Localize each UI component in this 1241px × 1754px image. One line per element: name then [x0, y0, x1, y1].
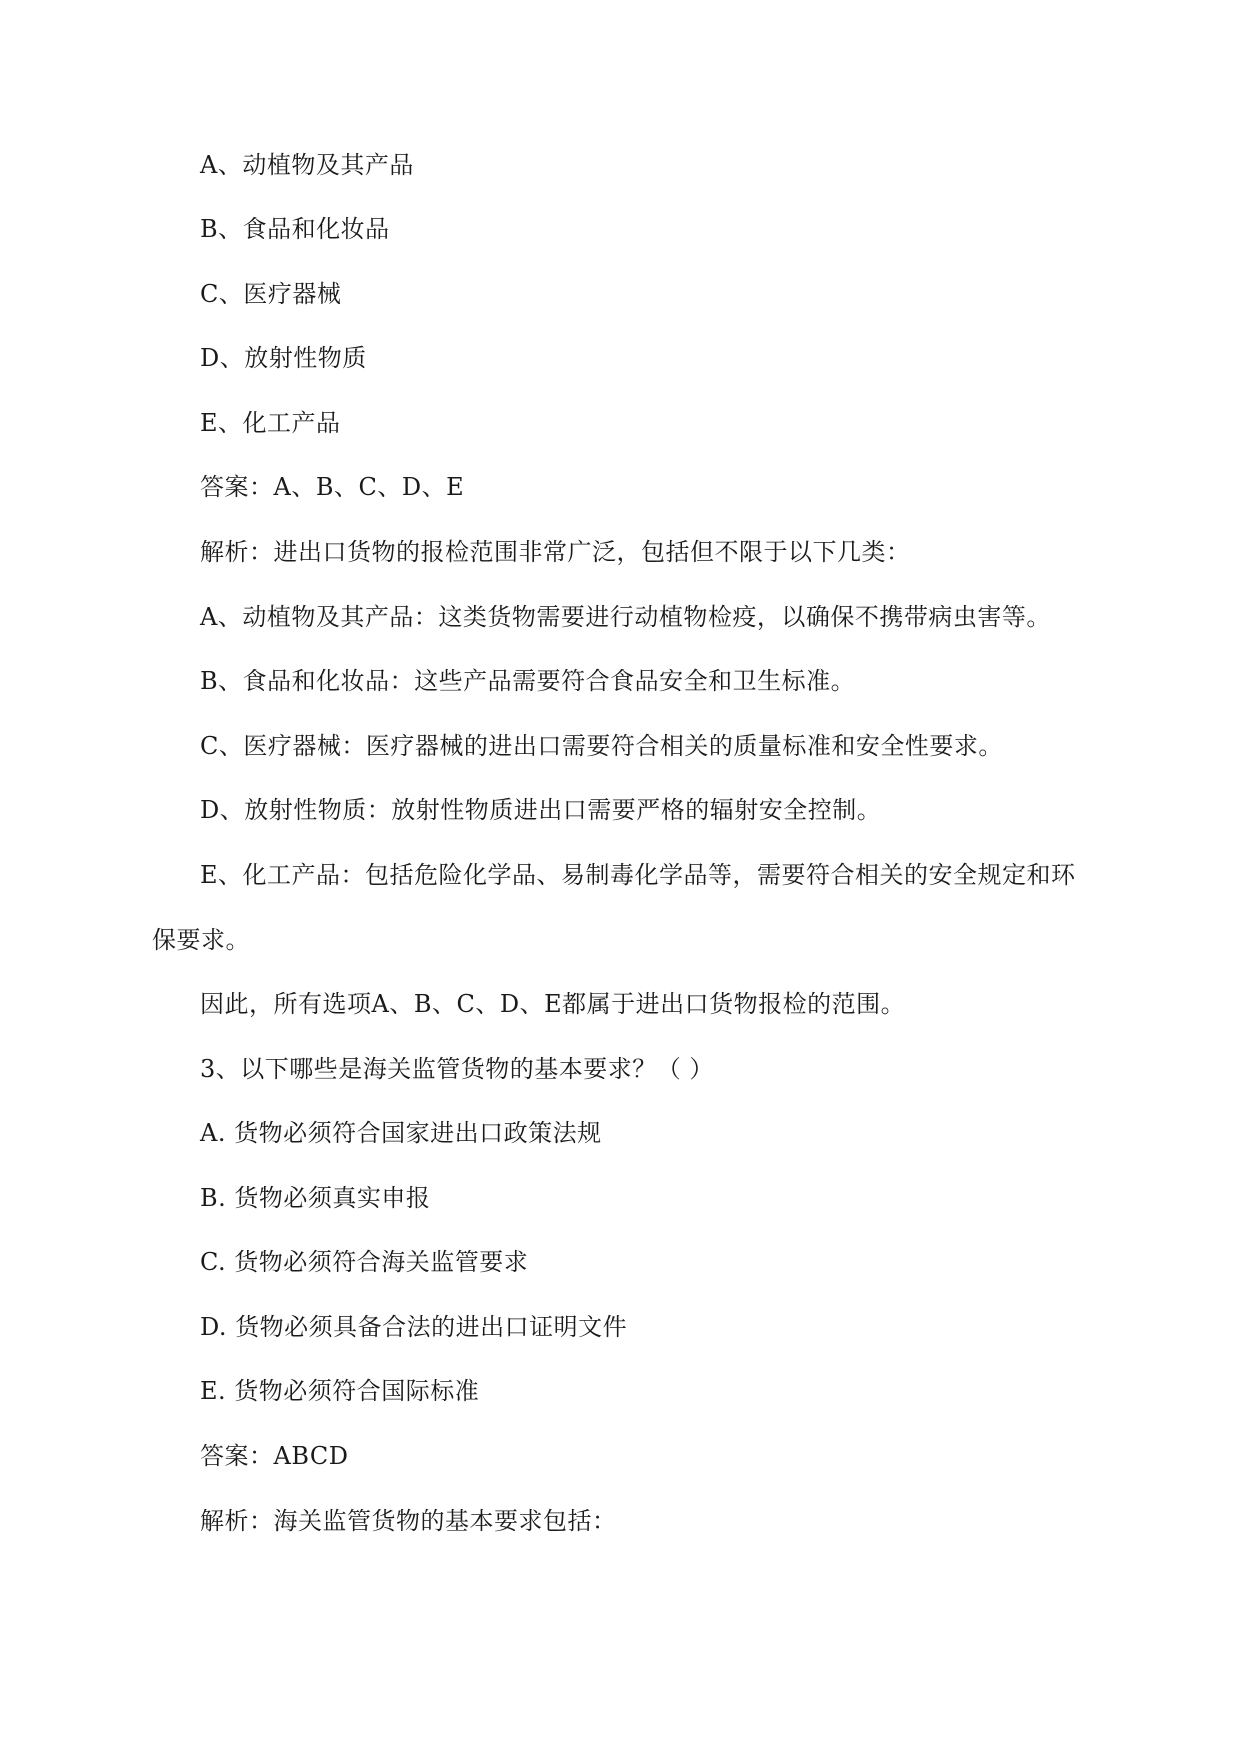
analysis-e-continued: 保要求。 — [152, 926, 250, 954]
option-b-line: B、食品和化妆品 — [200, 215, 390, 243]
q3-option-e: E. 货物必须符合国际标准 — [200, 1377, 480, 1405]
answer-line: 答案：A、B、C、D、E — [200, 473, 465, 501]
q3-option-d: D. 货物必须具备合法的进出口证明文件 — [200, 1313, 628, 1341]
option-a-line: A、动植物及其产品 — [200, 151, 414, 179]
q3-analysis-heading: 解析：海关监管货物的基本要求包括： — [200, 1507, 617, 1535]
option-e-line: E、化工产品 — [200, 409, 341, 437]
analysis-b: B、食品和化妆品：这些产品需要符合食品安全和卫生标准。 — [200, 667, 856, 695]
option-d-line: D、放射性物质 — [200, 344, 367, 372]
q3-option-a: A. 货物必须符合国家进出口政策法规 — [200, 1119, 602, 1147]
analysis-heading: 解析：进出口货物的报检范围非常广泛，包括但不限于以下几类： — [200, 538, 911, 566]
option-c-line: C、医疗器械 — [200, 280, 342, 308]
analysis-c: C、医疗器械：医疗器械的进出口需要符合相关的质量标准和安全性要求。 — [200, 732, 1003, 760]
analysis-d: D、放射性物质：放射性物质进出口需要严格的辐射安全控制。 — [200, 796, 882, 824]
q3-answer: 答案：ABCD — [200, 1442, 349, 1470]
q3-option-b: B. 货物必须真实申报 — [200, 1184, 431, 1212]
analysis-conclusion: 因此，所有选项A、B、C、D、E都属于进出口货物报检的范围。 — [200, 990, 906, 1018]
analysis-a: A、动植物及其产品：这类货物需要进行动植物检疫，以确保不携带病虫害等。 — [200, 603, 1051, 631]
question-3: 3、以下哪些是海关监管货物的基本要求？（ ） — [200, 1055, 714, 1083]
q3-option-c: C. 货物必须符合海关监管要求 — [200, 1248, 529, 1276]
analysis-e: E、化工产品：包括危险化学品、易制毒化学品等，需要符合相关的安全规定和环 — [200, 861, 1076, 889]
